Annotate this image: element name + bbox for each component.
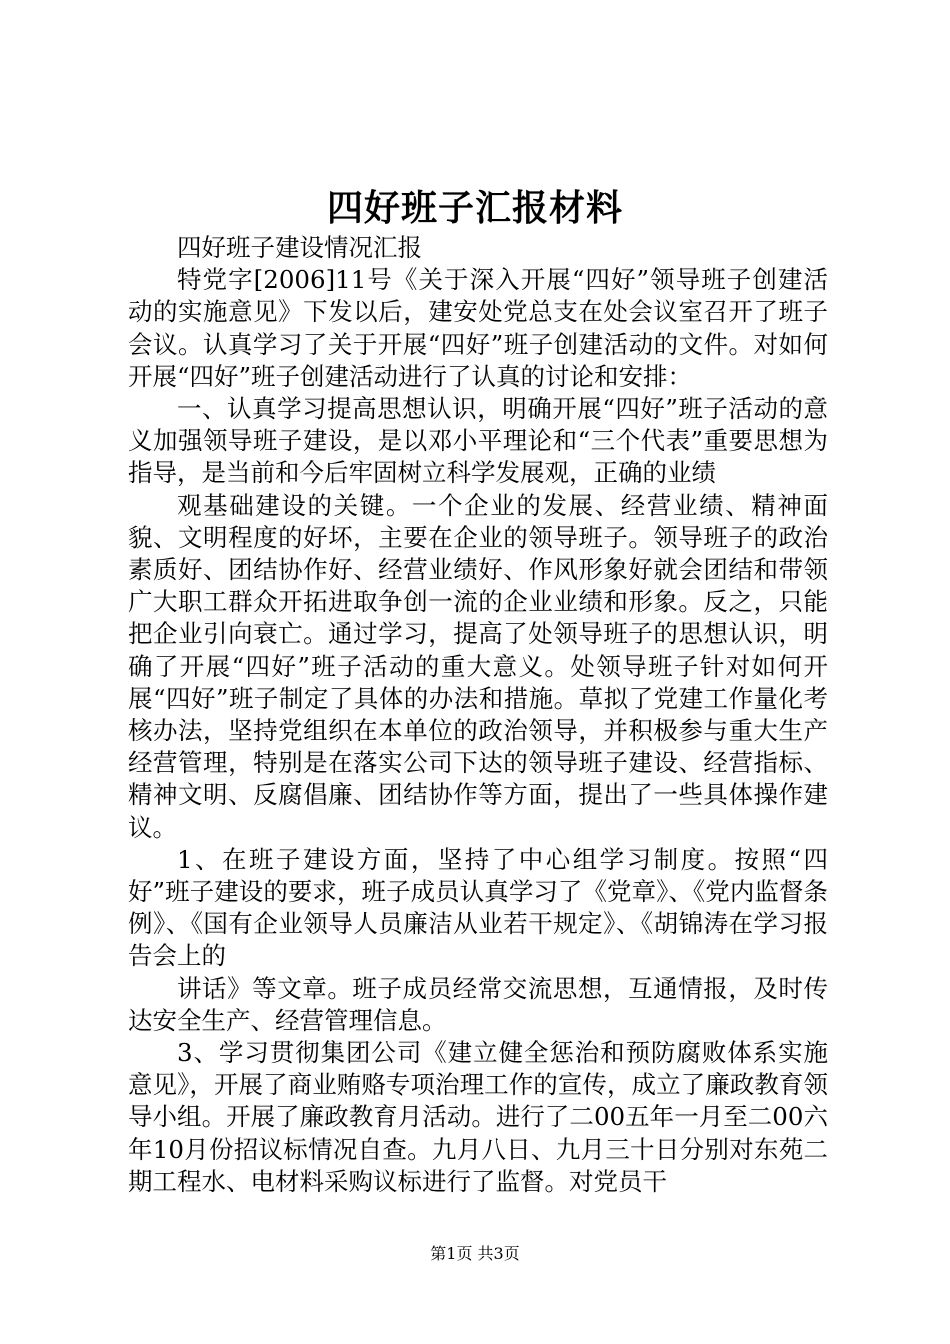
paragraph-item-3: 3、学习贯彻集团公司《建立健全惩治和预防腐败体系实施意见》，开展了商业贿赂专项治理工作的宣传，成立了廉政教育领导小组。开展了廉政教育月活动。进行了二00五年一月至二00六年10月份招议标情况自查。九月八日、九月三十日分别对东苑二期工程水、电材料采购议标进行了监督。对党员干	[128, 1038, 828, 1196]
paragraph-section-1: 一、认真学习提高思想认识，明确开展“四好”班子活动的意义加强领导班子建设，是以邓小平理论和“三个代表”重要思想为指导，是当前和今后牢固树立科学发展观，正确的业绩	[128, 394, 828, 488]
page-footer: 第1页 共3页	[430, 1244, 520, 1263]
paragraph-section-1-cont: 观基础建设的关键。一个企业的发展、经营业绩、精神面貌、文明程度的好坏，主要在企业的领导班子。领导班子的政治素质好、团结协作好、经营业绩好、作风形象好就会团结和带领广大职工群众开拓进取争创一流的企业业绩和形象。反之，只能把企业引向衰亡。通过学习，提高了处领导班子的思想认识，明确了开展“四好”班子活动的重大意义。处领导班子针对如何开展“四好”班子制定了具体的办法和措施。草拟了党建工作量化考核办法，坚持党组织在本单位的政治领导，并积极参与重大生产经营管理，特别是在落实公司下达的领导班子建设、经营指标、精神文明、反腐倡廉、团结协作等方面，提出了一些具体操作建议。	[128, 490, 828, 842]
paragraph-item-1-cont: 讲话》等文章。班子成员经常交流思想，互通情报，及时传达安全生产、经营管理信息。	[128, 973, 828, 1035]
paragraph-item-1: 1、在班子建设方面，坚持了中心组学习制度。按照“四好”班子建设的要求，班子成员认真学习了《党章》、《党内监督条例》、《国有企业领导人员廉洁从业若干规定》、《胡锦涛在学习报告会上的	[128, 844, 828, 971]
document-body	[128, 232, 828, 1198]
document-title: 四好班子汇报材料	[326, 187, 623, 229]
paragraph-intro: 特党字[2006]11号《关于深入开展“四好”领导班子创建活动的实施意见》下发以后，建安处党总支在处会议室召开了班子会议。认真学习了关于开展“四好”班子创建活动的文件。对如何开展“四好”班子创建活动进行了认真的讨论和安排：	[128, 265, 828, 391]
paragraph-heading: 四好班子建设情况汇报	[177, 233, 422, 262]
